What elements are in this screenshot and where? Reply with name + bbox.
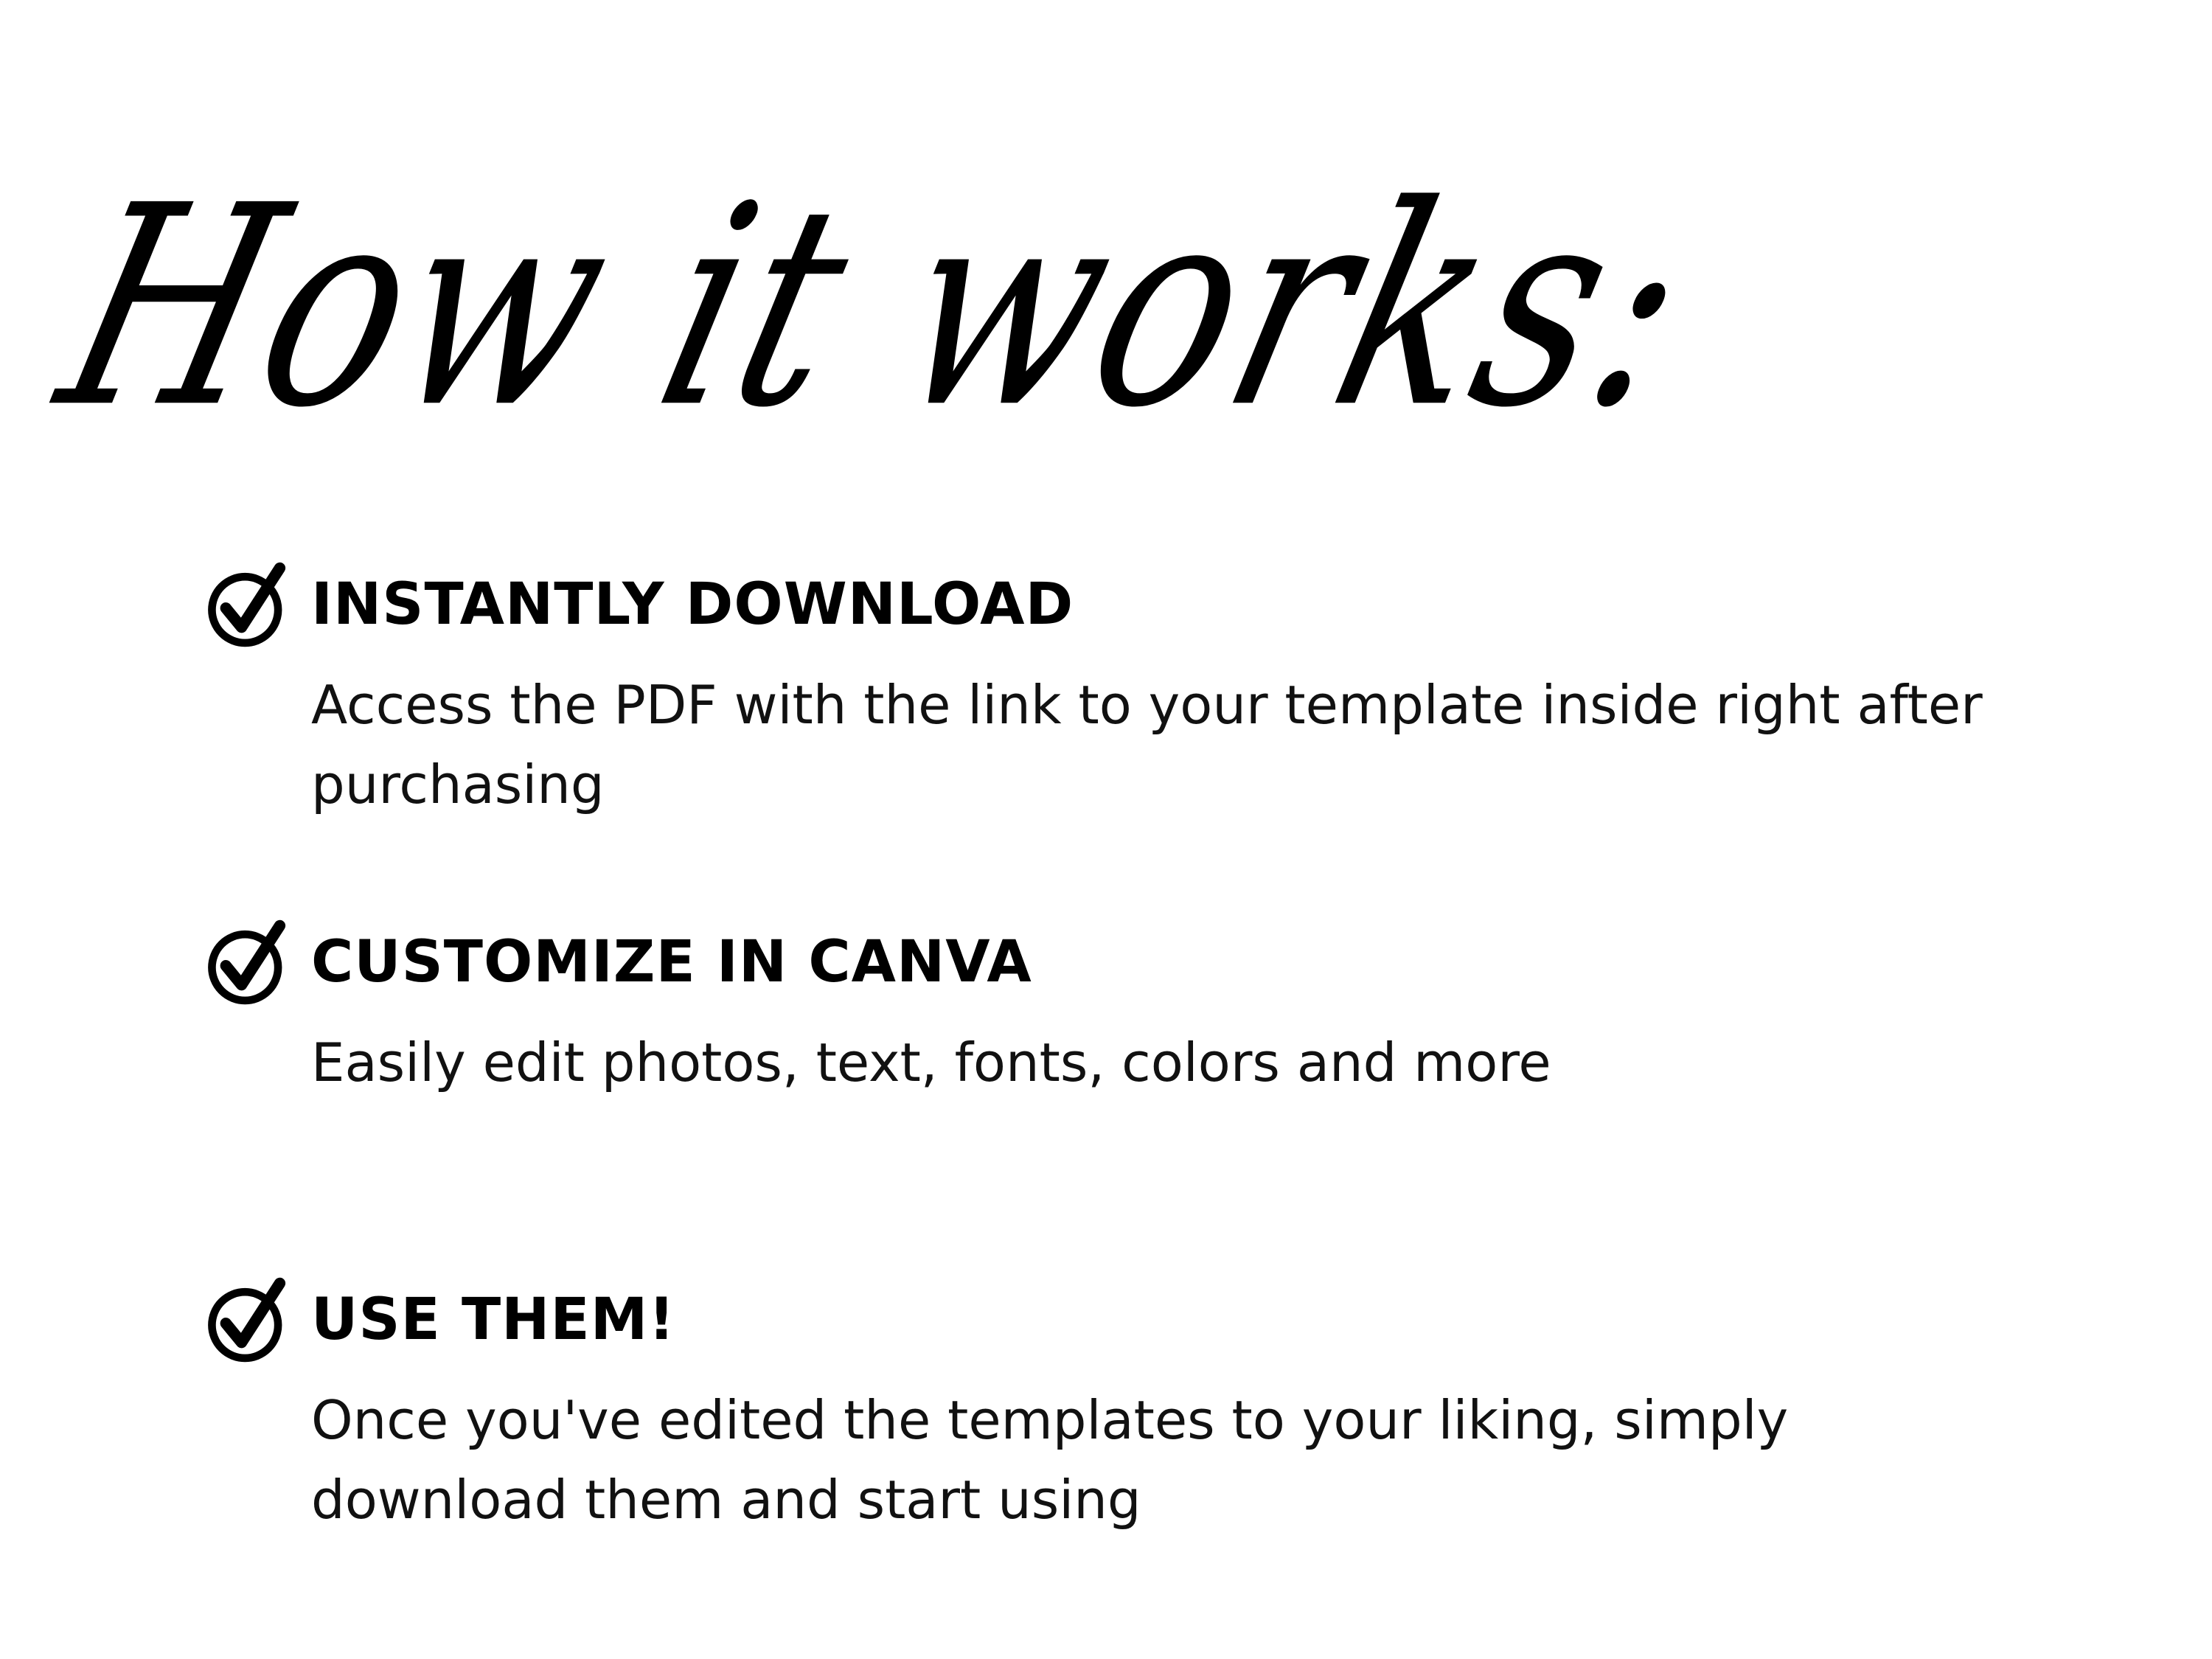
description-line: Access the PDF with the link to your template inside right after [311, 674, 1983, 736]
step-use-them [205, 1276, 2122, 1540]
description-line: Once you've edited the templates to your liking, simply [311, 1389, 1789, 1451]
step-title: CUSTOMIZE IN CANVA [311, 929, 1032, 995]
step-customize-in-canva [205, 918, 2122, 1102]
step-header [205, 1276, 2122, 1364]
check-circle-icon [205, 561, 292, 648]
description-line: purchasing [311, 754, 605, 815]
step-title: USE THEM! [311, 1287, 675, 1353]
step-title: INSTANTLY DOWNLOAD [311, 571, 1074, 638]
step-header [205, 918, 2122, 1006]
description-line: download them and start using [311, 1469, 1141, 1531]
description-line: Easily edit photos, text, fonts, colors and more [311, 1032, 1551, 1093]
step-description [311, 1023, 2199, 1102]
step-instantly-download [205, 560, 2122, 824]
check-circle-icon [205, 1276, 292, 1363]
page-title: How it works: [36, 146, 1721, 468]
step-description [311, 665, 2199, 824]
check-circle-icon [205, 919, 292, 1006]
step-header [205, 560, 2122, 649]
step-description [311, 1380, 2199, 1540]
